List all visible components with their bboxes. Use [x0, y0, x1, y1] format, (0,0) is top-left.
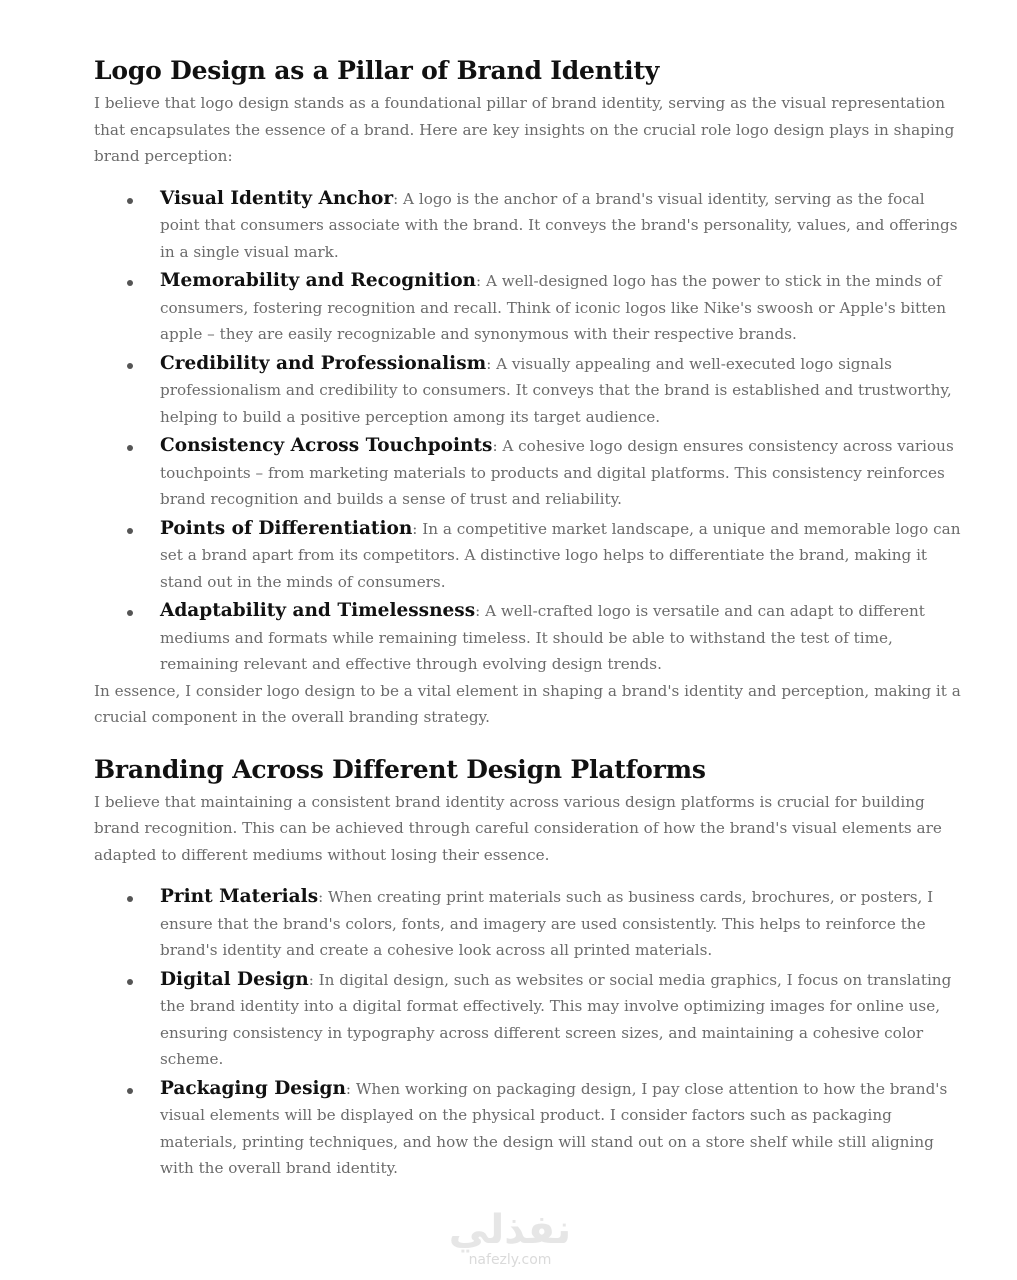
bullet-icon [127, 979, 133, 985]
item-term: Credibility and Professionalism [160, 352, 487, 374]
section-intro: I believe that logo design stands as a foundational pillar of brand identity, serving as the visual representation that encapsulates the essence of a brand. Here are key insights on the crucial role logo design plays in shaping brand perception: [94, 94, 955, 165]
watermark-logo: نفذلي [448, 1207, 572, 1253]
list-item [94, 967, 964, 1073]
list-item [94, 516, 964, 596]
item-text: : In a competitive market landscape, a unique and memorable logo can set a brand apart from its competitors. A distinctive logo helps to differentiate the brand, making it stand out in the minds of consumers. [160, 519, 961, 591]
item-term: Consistency Across Touchpoints [160, 435, 493, 456]
item-term: Memorability and Recognition [160, 270, 476, 291]
list-item [94, 351, 964, 431]
item-text: : In digital design, such as websites or social media graphics, I focus on translating the brand identity into a digital format effectively. This may involve optimizing images for online use, ensuring consistency in typography across different screen sizes, and maintaining a cohesive color scheme. [160, 970, 952, 1068]
bullet-icon [127, 1088, 133, 1094]
document-page [94, 54, 964, 1185]
list-item [94, 598, 964, 678]
list-item [94, 1076, 964, 1182]
item-term: Points of Differentiation [160, 517, 413, 539]
section-intro: I believe that maintaining a consistent brand identity across various design platforms is crucial for building brand recognition. This can be achieved through careful consideration of how the brand's visual elements are adapted to different mediums without losing their essence. [94, 792, 942, 864]
section-heading: Logo Design as a Pillar of Brand Identity [94, 56, 660, 85]
bullet-list [94, 186, 964, 678]
list-item [94, 433, 964, 513]
section-logo-design [94, 54, 964, 731]
item-term: Adaptability and Timelessness [160, 600, 476, 621]
bullet-icon [127, 280, 133, 286]
section-conclusion: In essence, I consider logo design to be a vital element in shaping a brand's identity and perception, making it a crucial component in the overall branding strategy. [94, 681, 961, 726]
list-item [94, 186, 964, 266]
item-text: : A cohesive logo design ensures consistency across various touchpoints – from marketing materials to products and digital platforms. This consistency reinforces brand recognition and builds a sense of trust and reliability. [160, 437, 954, 508]
item-term: Visual Identity Anchor [160, 187, 394, 209]
item-text: : A well-designed logo has the power to stick in the minds of consumers, fostering recognition and recall. Think of iconic logos like Nike's swoosh or Apple's bitten apple – they are easily recognizable and synonymous with their respective brands. [160, 272, 947, 343]
item-text: : A logo is the anchor of a brand's visual identity, serving as the focal point that consumers associate with the brand. It conveys the brand's personality, values, and offerings in a single visual mark. [160, 189, 958, 261]
item-text: : When creating print materials such as business cards, brochures, or posters, I ensure that the brand's colors, fonts, and imagery are used consistently. This helps to reinforce the brand's identity and create a cohesive look across all printed materials. [160, 888, 934, 959]
item-term: Digital Design [160, 968, 309, 990]
list-item [94, 884, 964, 964]
list-item [94, 268, 964, 348]
bullet-icon [127, 610, 133, 616]
item-term: Packaging Design [160, 1077, 346, 1099]
item-term: Print Materials [160, 886, 319, 907]
item-text: : A well-crafted logo is versatile and can adapt to different mediums and formats while remaining timeless. It should be able to withstand the test of time, remaining relevant and effective through evolving design trends. [160, 602, 925, 673]
bullet-icon [127, 198, 133, 204]
item-text: : When working on packaging design, I pay close attention to how the brand's visual elements will be displayed on the physical product. I consider factors such as packaging materials, printing techniques, and how the design will stand out on a store shelf while still aligning with the overall brand identity. [160, 1079, 948, 1177]
section-branding-platforms [94, 753, 964, 1182]
bullet-icon [127, 445, 133, 451]
item-text: : A visually appealing and well-executed logo signals professionalism and credibility to consumers. It conveys that the brand is established and trustworthy, helping to build a positive perception among its target audience. [160, 354, 952, 426]
bullet-icon [127, 896, 133, 902]
watermark [440, 1208, 580, 1268]
bullet-icon [127, 363, 133, 369]
bullet-list [94, 884, 964, 1182]
bullet-icon [127, 528, 133, 534]
section-heading: Branding Across Different Design Platforms [94, 754, 706, 784]
watermark-url: nafezly.com [468, 1252, 552, 1268]
